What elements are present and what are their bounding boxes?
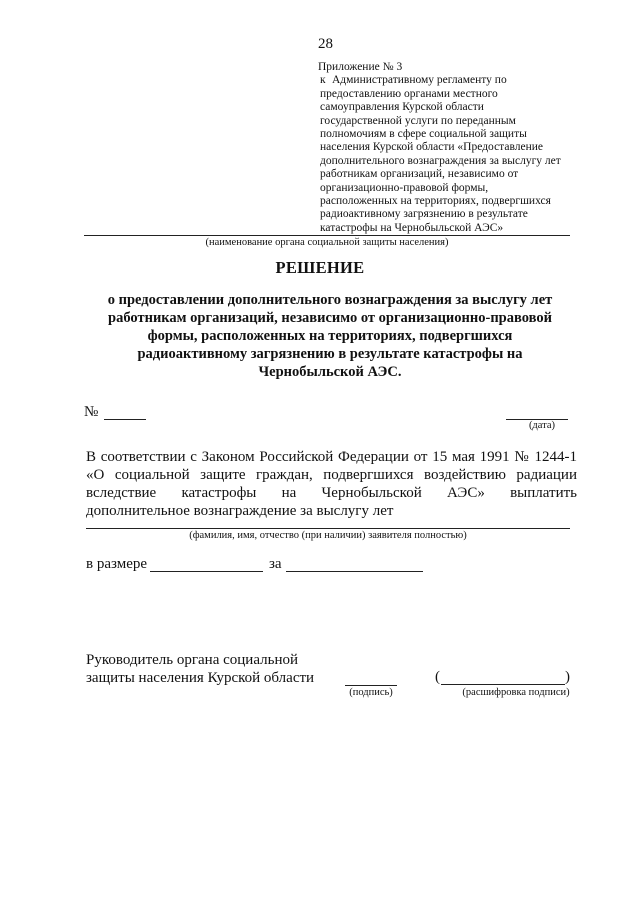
appendix-line: предоставлению органами местного bbox=[320, 87, 498, 100]
page-number: 28 bbox=[318, 36, 333, 52]
signature-line bbox=[345, 685, 397, 686]
authority-line bbox=[84, 235, 570, 236]
appendix-line: полномочиям в сфере социальной защиты bbox=[320, 128, 527, 141]
appendix-line: организационно-правовой формы, bbox=[320, 181, 489, 194]
appendix-line: самоуправления Курской области bbox=[320, 101, 484, 114]
appendix-header bbox=[318, 61, 580, 235]
appendix-line: расположенных на территориях, подвергшихся bbox=[320, 195, 551, 208]
subtitle-line: формы, расположенных на территориях, подвергшихся bbox=[147, 328, 513, 344]
amount-line bbox=[150, 571, 263, 572]
appendix-line: работникам организаций, независимо от bbox=[320, 168, 519, 181]
appendix-line: катастрофы на Чернобыльской АЭС» bbox=[320, 221, 504, 234]
decision-body: В соответствии с Законом Российской Федерации от 15 мая 1991 № 1244-1 «О социальной защите граждан, подвергшихся воздействию радиации вследствие катастрофы на Чернобыльской АЭС» выплатить дополнительное вознаграждение за выслугу лет bbox=[86, 449, 577, 519]
signatory-line: Руководитель органа социальной bbox=[86, 652, 298, 668]
amount-label: в размере bbox=[86, 556, 148, 572]
for-line bbox=[286, 571, 423, 572]
signatory-line: защиты населения Курской области bbox=[86, 670, 315, 686]
decryption-open-paren: ( bbox=[435, 669, 440, 685]
appendix-body bbox=[318, 74, 580, 235]
subtitle-line: Чернобыльской АЭС. bbox=[258, 364, 402, 380]
appendix-title: Приложение № 3 bbox=[318, 61, 403, 73]
subtitle-line: радиоактивному загрязнению в результате катастрофы на bbox=[137, 346, 523, 362]
decryption-close-paren: ) bbox=[565, 669, 570, 685]
authority-caption: (наименование органа социальной защиты населения) bbox=[205, 237, 449, 248]
decision-number-label: № bbox=[84, 404, 99, 420]
appendix-line: радиоактивному загрязнению в результате bbox=[320, 208, 528, 221]
appendix-prefix: к bbox=[320, 74, 326, 87]
signature-caption: (подпись) bbox=[349, 687, 393, 698]
subtitle-line: работникам организаций, независимо от организационно-правовой bbox=[108, 310, 552, 326]
document-title: РЕШЕНИЕ bbox=[275, 258, 365, 277]
appendix-line: Административному регламенту по bbox=[332, 74, 507, 87]
date-caption: (дата) bbox=[528, 420, 556, 431]
appendix-line: дополнительного вознаграждения за выслугу лет bbox=[320, 154, 561, 167]
decryption-caption: (расшифровка подписи) bbox=[462, 687, 570, 698]
subtitle-line: о предоставлении дополнительного вознаграждения за выслугу лет bbox=[107, 292, 553, 308]
document-subtitle bbox=[90, 291, 570, 381]
appendix-line: населения Курской области «Предоставление bbox=[320, 141, 543, 154]
applicant-line bbox=[86, 528, 570, 529]
decision-number-line bbox=[104, 419, 146, 420]
decryption-line bbox=[441, 684, 565, 685]
for-label: за bbox=[269, 556, 282, 572]
signatory-title bbox=[86, 651, 314, 687]
applicant-caption: (фамилия, имя, отчество (при наличии) заявителя полностью) bbox=[189, 530, 467, 541]
appendix-line: государственной услуги по переданным bbox=[320, 114, 516, 127]
